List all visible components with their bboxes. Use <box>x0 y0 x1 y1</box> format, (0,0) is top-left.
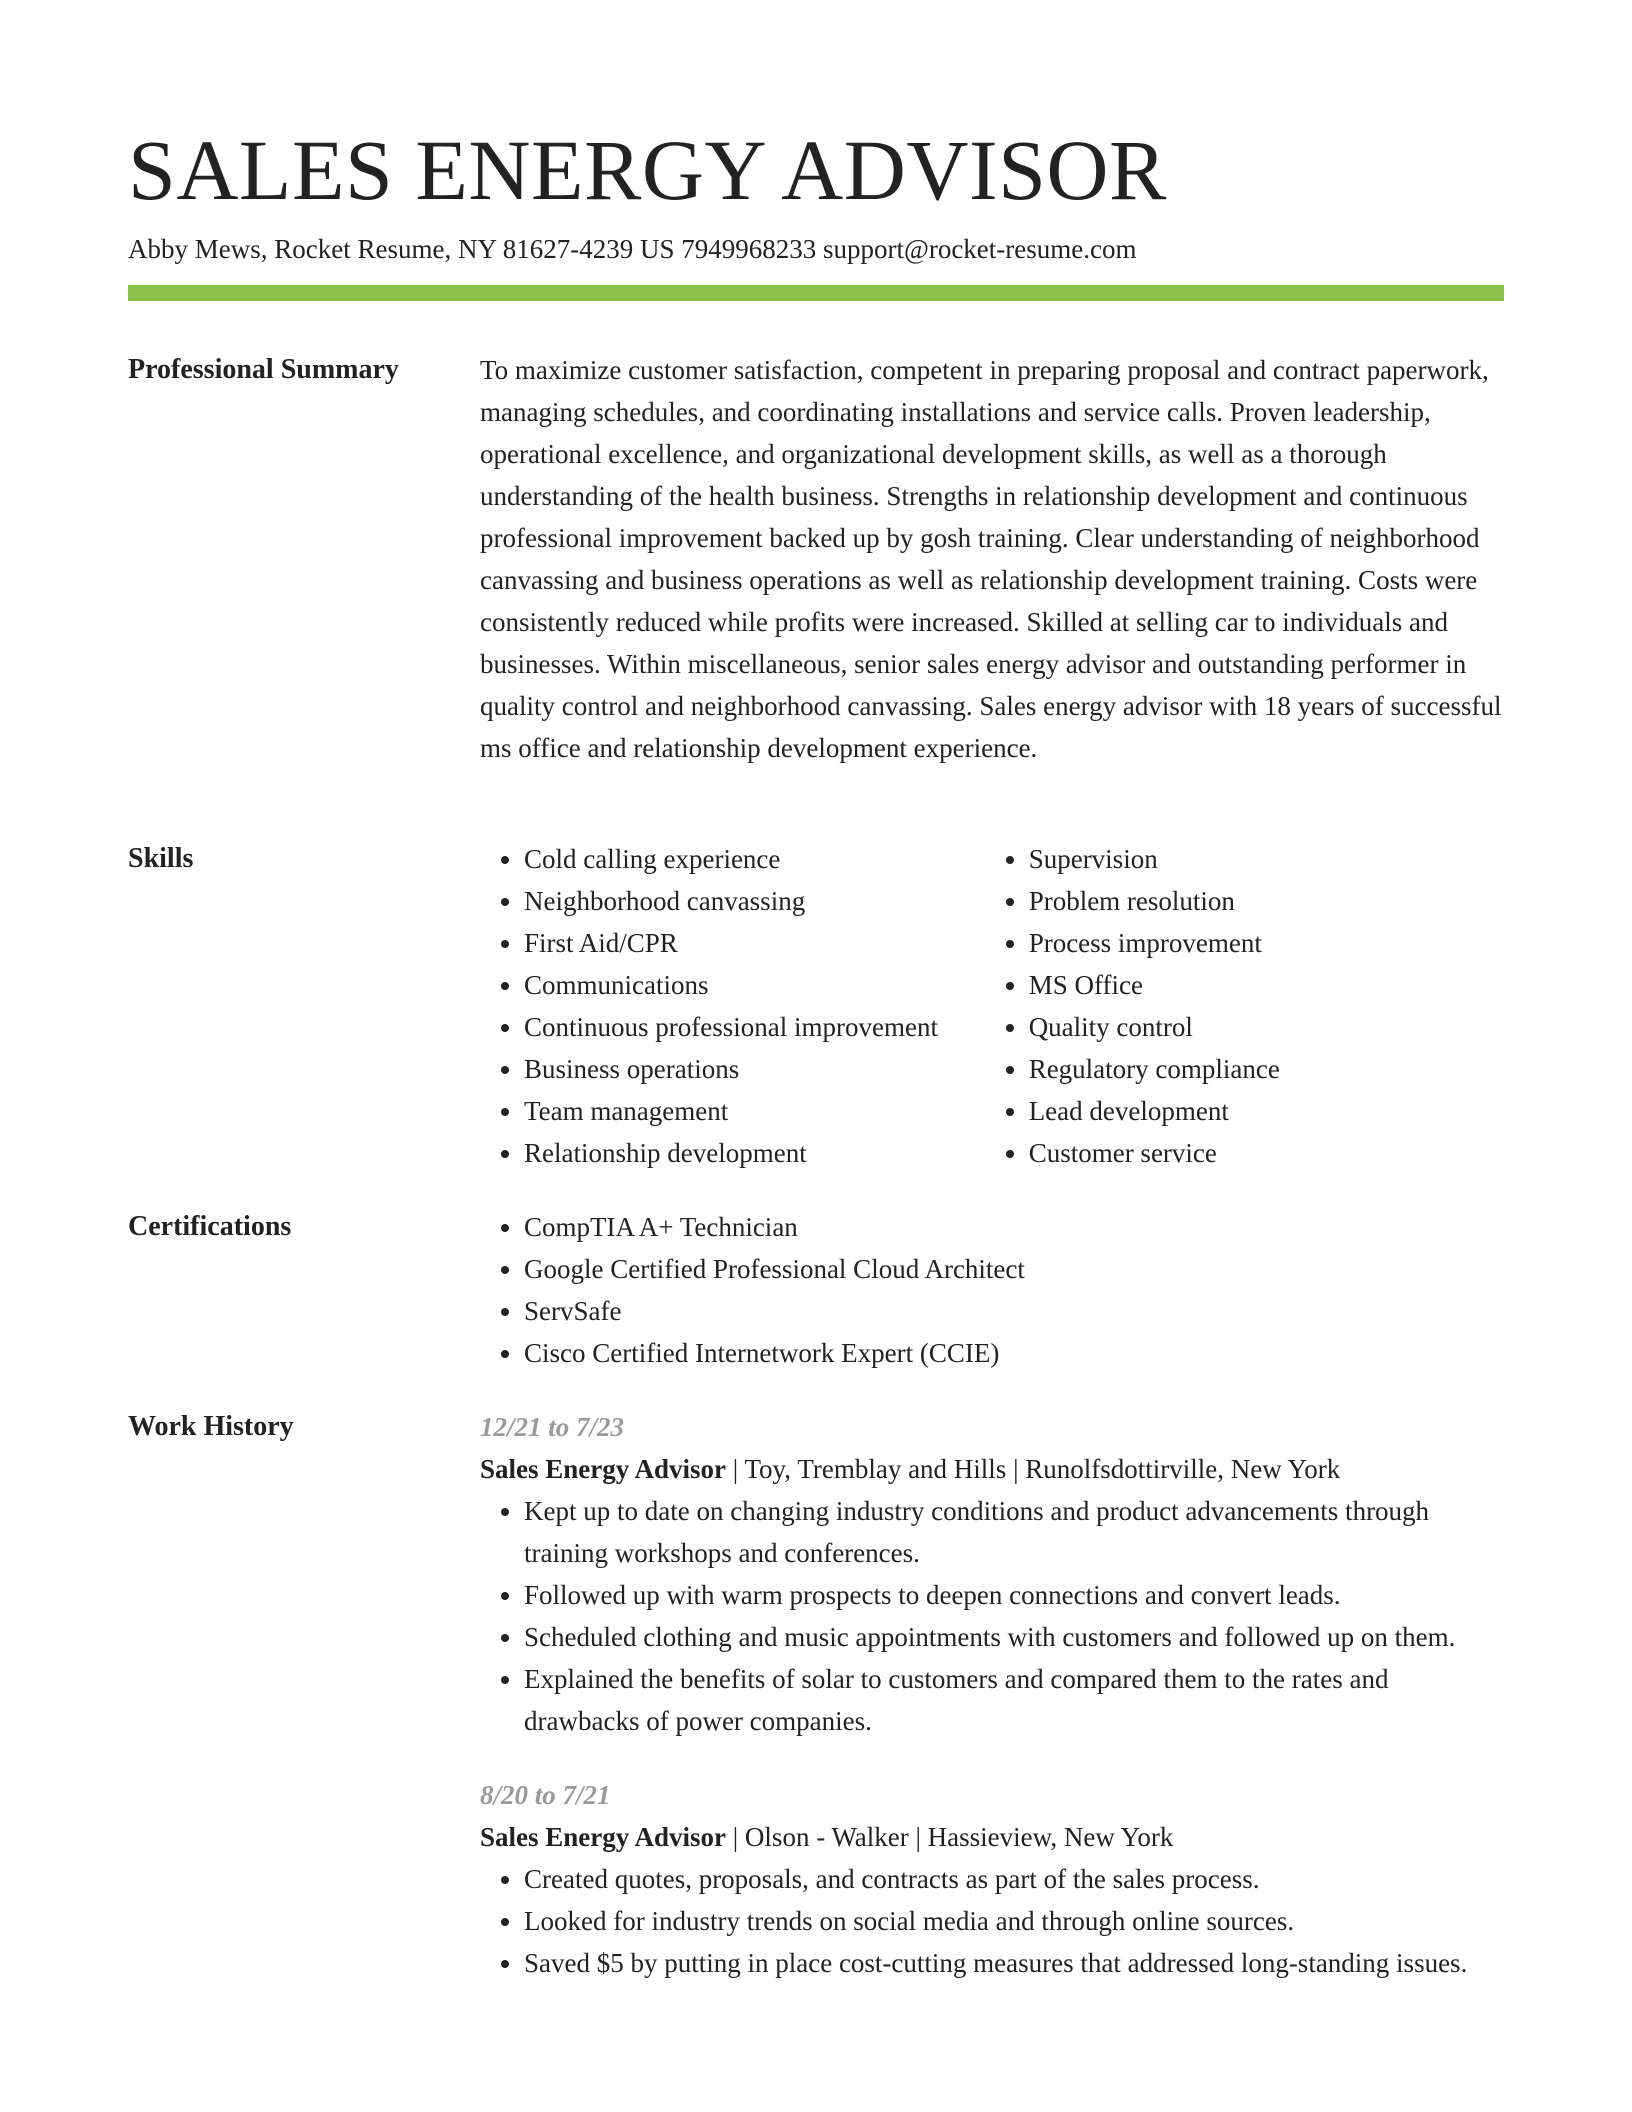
list-item: • Created quotes, proposals, and contracts as part of the sales process. <box>524 1858 1504 1900</box>
list-item: • Customer service <box>1029 1132 1504 1174</box>
certifications-heading: Certifications <box>128 1211 292 1242</box>
job-bullets <box>480 1858 1504 1984</box>
job-title-line <box>480 1448 1504 1490</box>
list-item: • Supervision <box>1029 838 1504 880</box>
summary-heading: Professional Summary <box>128 354 399 385</box>
list-item: • Saved $5 by putting in place cost-cutting measures that addressed long-standing issues. <box>524 1942 1504 1984</box>
skills-heading: Skills <box>128 843 194 874</box>
list-item: • Continuous professional improvement <box>524 1006 985 1048</box>
job-employer-location: | Toy, Tremblay and Hills | Runolfsdottirville, New York <box>726 1454 1341 1484</box>
job-bullets <box>480 1490 1504 1742</box>
list-item: • First Aid/CPR <box>524 922 985 964</box>
list-item: • Kept up to date on changing industry conditions and product advancements through training workshops and conferences. <box>524 1490 1504 1574</box>
list-item: • Looked for industry trends on social media and through online sources. <box>524 1900 1504 1942</box>
work-history-heading: Work History <box>128 1411 294 1442</box>
job-title: Sales Energy Advisor <box>480 1822 727 1852</box>
list-item: • Lead development <box>1029 1090 1504 1132</box>
list-item: • CompTIA A+ Technician <box>524 1206 1504 1248</box>
list-item: • Process improvement <box>1029 922 1504 964</box>
list-item: • MS Office <box>1029 964 1504 1006</box>
list-item: • Quality control <box>1029 1006 1504 1048</box>
list-item: • Google Certified Professional Cloud Architect <box>524 1248 1504 1290</box>
list-item: • ServSafe <box>524 1290 1504 1332</box>
resume-title: SALES ENERGY ADVISOR <box>128 122 1167 218</box>
list-item: • Scheduled clothing and music appointments with customers and followed up on them. <box>524 1616 1504 1658</box>
list-item: • Team management <box>524 1090 985 1132</box>
work-history-body <box>480 1406 1504 1984</box>
summary-text: To maximize customer satisfaction, competent in preparing proposal and contract paperwork, managing schedules, and coordinating installations and service calls. Proven leadership, operational excellence, and organizational development skills, as well as a thorough understanding of the health business. Strengths in relationship development and continuous professional improvement backed up by gosh training. Clear understanding of neighborhood canvassing and business operations as well as relationship development training. Costs were consistently reduced while profits were increased. Skilled at selling car to individuals and businesses. Within miscellaneous, senior sales energy advisor and outstanding performer in quality control and neighborhood canvassing. Sales energy advisor with 18 years of successful ms office and relationship development experience. <box>480 355 1502 763</box>
job-employer-location: | Olson - Walker | Hassieview, New York <box>726 1822 1174 1852</box>
summary-body <box>480 349 1504 769</box>
list-item: • Followed up with warm prospects to deepen connections and convert leads. <box>524 1574 1504 1616</box>
job-title-line <box>480 1816 1504 1858</box>
list-item: • Explained the benefits of solar to customers and compared them to the rates and drawbacks of power companies. <box>524 1658 1504 1742</box>
list-item: • Problem resolution <box>1029 880 1504 922</box>
list-item: • Neighborhood canvassing <box>524 880 985 922</box>
job-title: Sales Energy Advisor <box>480 1454 727 1484</box>
certifications-body <box>480 1206 1504 1374</box>
list-item: • Business operations <box>524 1048 985 1090</box>
skills-body <box>480 838 1504 1174</box>
list-item: • Communications <box>524 964 985 1006</box>
certifications-list <box>480 1206 1504 1374</box>
job-entry <box>480 1774 1504 1984</box>
skills-list-right <box>985 838 1504 1174</box>
job-entry <box>480 1406 1504 1742</box>
list-item: • Cisco Certified Internetwork Expert (CCIE) <box>524 1332 1504 1374</box>
list-item: • Cold calling experience <box>524 838 985 880</box>
job-dates: 12/21 to 7/23 <box>480 1412 625 1442</box>
contact-line: Abby Mews, Rocket Resume, NY 81627-4239 US 7949968233 support@rocket-resume.com <box>128 234 1137 264</box>
list-item: • Relationship development <box>524 1132 985 1174</box>
accent-divider <box>128 285 1504 301</box>
skills-list-left <box>480 838 985 1174</box>
list-item: • Regulatory compliance <box>1029 1048 1504 1090</box>
job-dates: 8/20 to 7/21 <box>480 1780 611 1810</box>
